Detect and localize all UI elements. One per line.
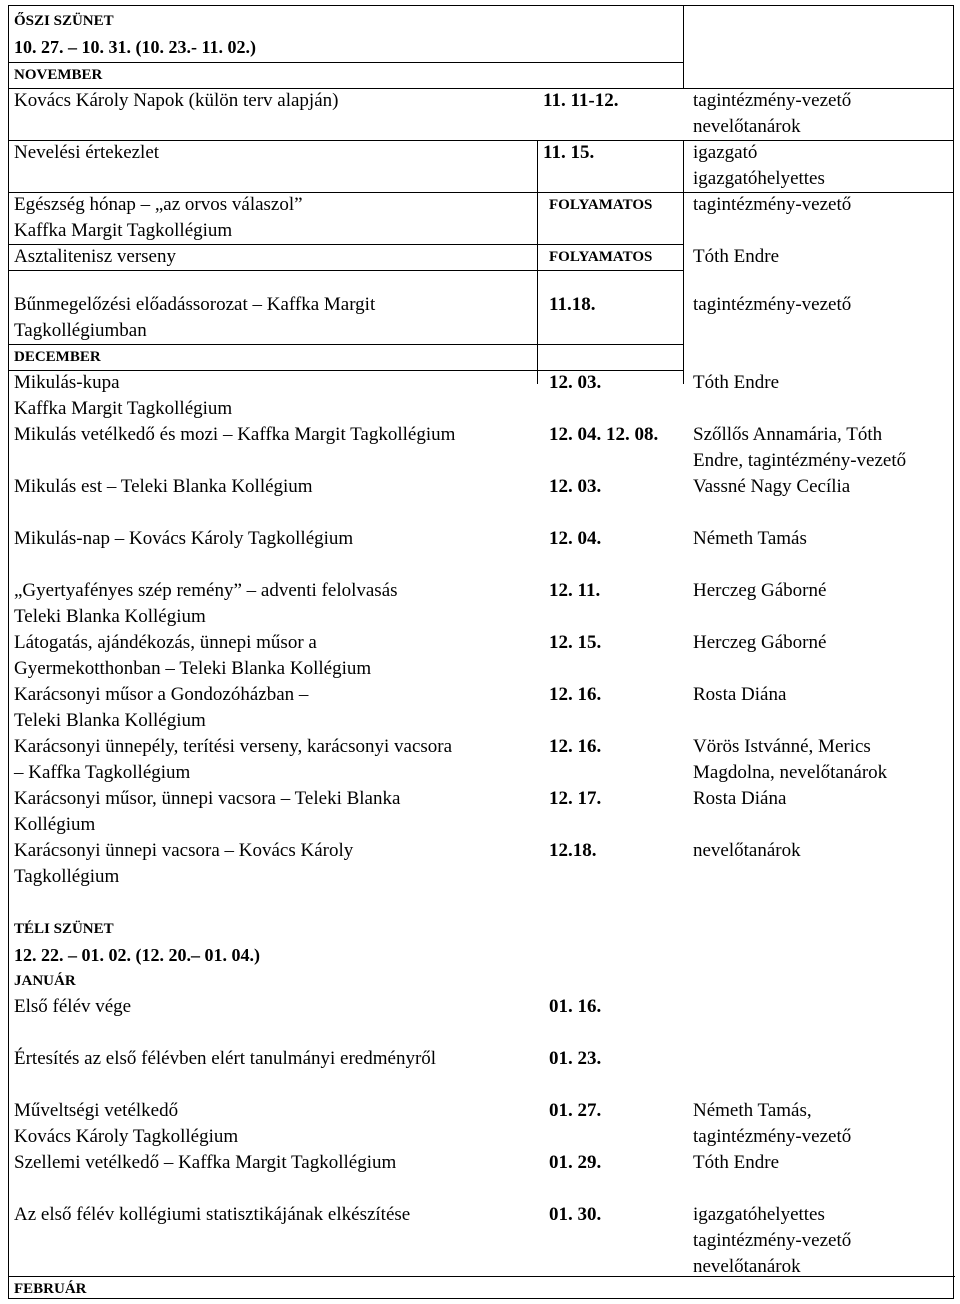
event-date: 12. 04.: [549, 528, 602, 549]
event-responsible: Herczeg Gáborné: [693, 580, 827, 601]
event-text: Bűnmegelőzési előadássorozat – Kaffka Margit: [14, 294, 376, 315]
event-text: Gyermekotthonban – Teleki Blanka Kollégium: [14, 658, 372, 679]
row-divider: [9, 1276, 955, 1277]
event-responsible: Tóth Endre: [693, 372, 780, 393]
event-text: Kovács Károly Tagkollégium: [14, 1126, 239, 1147]
section-heading: DECEMBER: [14, 349, 101, 365]
event-date: 11.18.: [549, 294, 596, 315]
event-date: 11. 11-12.: [543, 90, 619, 111]
row-divider: [9, 62, 683, 63]
event-responsible: nevelőtanárok: [693, 840, 801, 861]
event-date: 12. 15.: [549, 632, 602, 653]
event-date: 12. 11.: [549, 580, 601, 601]
event-responsible: Endre, tagintézmény-vezető: [693, 450, 907, 471]
event-text: Tagkollégiumban: [14, 320, 147, 341]
event-text: – Kaffka Tagkollégium: [14, 762, 191, 783]
row-divider: [9, 270, 683, 271]
row-divider: [9, 344, 683, 345]
event-responsible: nevelőtanárok: [693, 116, 801, 137]
event-date: 01. 27.: [549, 1100, 602, 1121]
section-heading: TÉLI SZÜNET: [14, 921, 114, 937]
event-date: FOLYAMATOS: [549, 197, 653, 213]
event-date: 12. 03.: [549, 476, 602, 497]
event-responsible: Vörös Istvánné, Merics: [693, 736, 871, 757]
event-responsible: Rosta Diána: [693, 788, 787, 809]
event-date: 12. 04. 12. 08.: [549, 424, 659, 445]
section-dates: 12. 22. – 01. 02. (12. 20.– 01. 04.): [14, 945, 260, 965]
event-date: 01. 30.: [549, 1204, 602, 1225]
event-date: 12. 17.: [549, 788, 602, 809]
event-responsible: Németh Tamás,: [693, 1100, 812, 1121]
event-responsible: Németh Tamás: [693, 528, 807, 549]
event-text: Karácsonyi műsor, ünnepi vacsora – Teleki Blanka: [14, 788, 401, 809]
event-responsible: Tóth Endre: [693, 246, 780, 267]
event-text: Értesítés az első félévben elért tanulmányi eredményről: [14, 1048, 437, 1069]
section-dates: 10. 27. – 10. 31. (10. 23.- 11. 02.): [14, 37, 256, 57]
event-text: Kaffka Margit Tagkollégium: [14, 398, 233, 419]
event-responsible: Szőllős Annamária, Tóth: [693, 424, 883, 445]
event-responsible: tagintézmény-vezető: [693, 194, 852, 215]
column-divider: [537, 140, 538, 384]
event-text: Mikulás vetélkedő és mozi – Kaffka Margit Tagkollégium: [14, 424, 456, 445]
event-responsible: Herczeg Gáborné: [693, 632, 827, 653]
event-text: Mikulás-kupa: [14, 372, 120, 393]
event-text: Egészség hónap – „az orvos válaszol”: [14, 194, 303, 215]
event-text: Karácsonyi műsor a Gondozóházban –: [14, 684, 309, 705]
column-divider: [683, 140, 684, 384]
event-date: 01. 16.: [549, 996, 602, 1017]
event-text: Az első félév kollégiumi statisztikájának elkészítése: [14, 1204, 411, 1225]
event-responsible: Vassné Nagy Cecília: [693, 476, 851, 497]
event-date: 12. 16.: [549, 736, 602, 757]
event-responsible: Rosta Diána: [693, 684, 787, 705]
event-text: Mikulás est – Teleki Blanka Kollégium: [14, 476, 313, 497]
event-date: 01. 23.: [549, 1048, 602, 1069]
event-text: Első félév vége: [14, 996, 132, 1017]
event-responsible: tagintézmény-vezető: [693, 1126, 852, 1147]
event-responsible: igazgató: [693, 142, 758, 163]
event-responsible: Tóth Endre: [693, 1152, 780, 1173]
event-date: 01. 29.: [549, 1152, 602, 1173]
event-text: Karácsonyi ünnepi vacsora – Kovács Károly: [14, 840, 354, 861]
event-date: 12. 03.: [549, 372, 602, 393]
event-text: Műveltségi vetélkedő: [14, 1100, 179, 1121]
event-text: Szellemi vetélkedő – Kaffka Margit Tagkollégium: [14, 1152, 397, 1173]
event-responsible: tagintézmény-vezető: [693, 294, 852, 315]
event-date: 11. 15.: [543, 142, 595, 163]
event-text: Asztalitenisz verseny: [14, 246, 176, 267]
event-text: Teleki Blanka Kollégium: [14, 606, 206, 627]
event-text: Karácsonyi ünnepély, terítési verseny, karácsonyi vacsora: [14, 736, 453, 757]
section-heading: JANUÁR: [14, 973, 76, 989]
event-responsible: igazgatóhelyettes: [693, 168, 825, 189]
event-text: Kovács Károly Napok (külön terv alapján): [14, 90, 339, 111]
event-responsible: nevelőtanárok: [693, 1256, 801, 1277]
event-text: Teleki Blanka Kollégium: [14, 710, 206, 731]
event-date: 12. 16.: [549, 684, 602, 705]
section-heading: FEBRUÁR: [14, 1281, 87, 1297]
event-responsible: Magdolna, nevelőtanárok: [693, 762, 888, 783]
event-text: Kaffka Margit Tagkollégium: [14, 220, 233, 241]
event-responsible: igazgatóhelyettes: [693, 1204, 825, 1225]
event-text: Nevelési értekezlet: [14, 142, 160, 163]
column-divider: [683, 6, 684, 88]
event-text: „Gyertyafényes szép remény” – adventi felolvasás: [14, 580, 398, 601]
section-heading: ŐSZI SZÜNET: [14, 13, 114, 29]
event-responsible: tagintézmény-vezető: [693, 1230, 852, 1251]
event-responsible: tagintézmény-vezető: [693, 90, 852, 111]
section-heading: NOVEMBER: [14, 67, 103, 83]
event-text: Tagkollégium: [14, 866, 120, 887]
event-date: 12.18.: [549, 840, 597, 861]
event-text: Mikulás-nap – Kovács Károly Tagkollégium: [14, 528, 354, 549]
event-date: FOLYAMATOS: [549, 249, 653, 265]
schedule-table: [8, 5, 954, 1299]
event-text: Látogatás, ajándékozás, ünnepi műsor a: [14, 632, 317, 653]
event-text: Kollégium: [14, 814, 96, 835]
